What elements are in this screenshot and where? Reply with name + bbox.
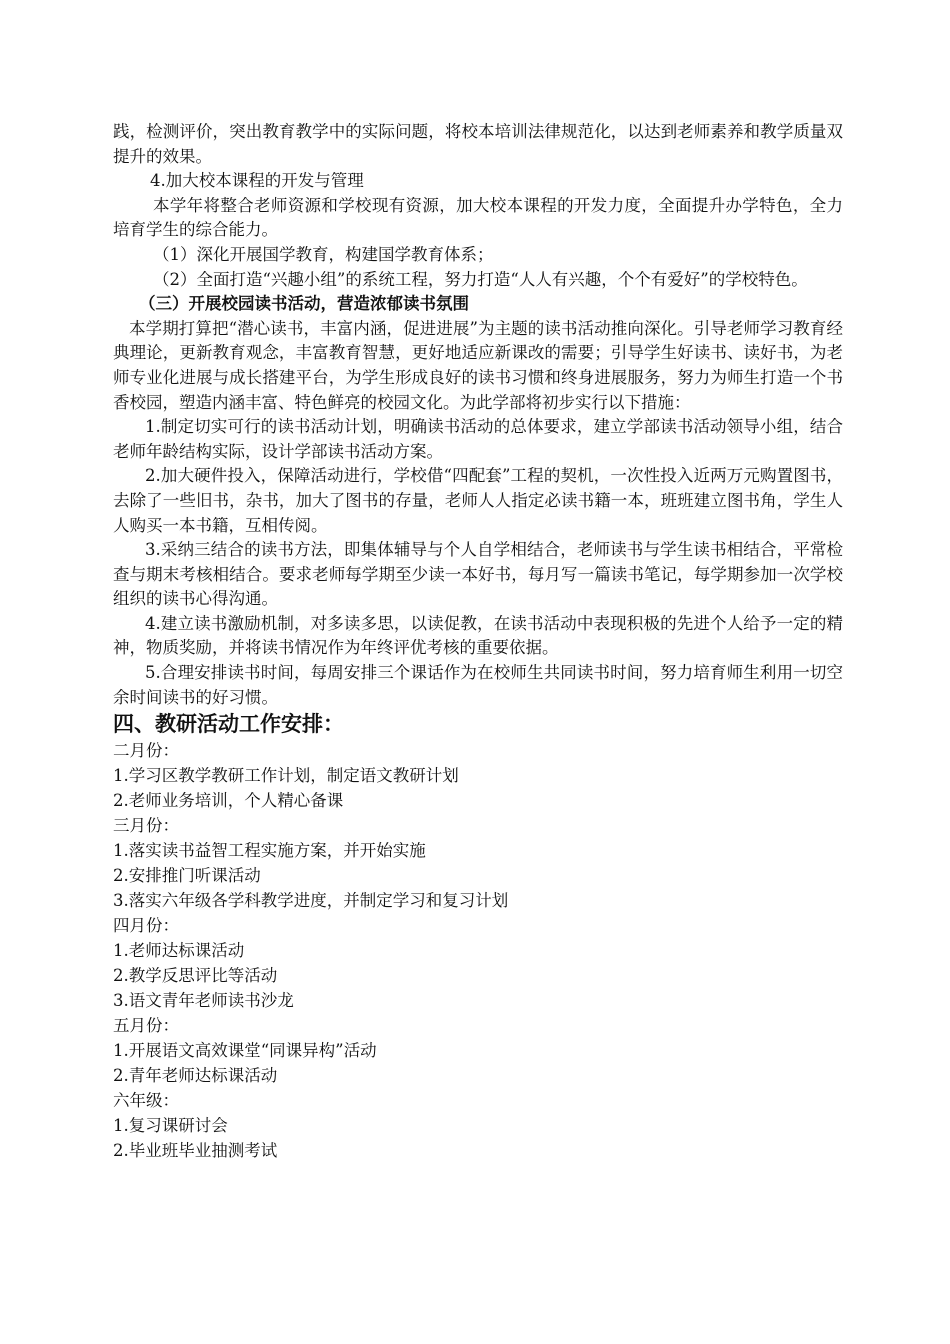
document-page xyxy=(113,120,843,1163)
section-four-heading: 四、教研活动工作安排： xyxy=(113,712,344,737)
measure-item: 5.合理安排读书时间，每周安排三个课话作为在校师生共同读书时间，努力培育师生利用一切空余时间读书的好习惯。 xyxy=(113,663,843,707)
schedule-item: 2.青年老师达标课活动 xyxy=(113,1066,278,1086)
sub-item-2: （2）全面打造“兴趣小组”的系统工程，努力打造“人人有兴趣，个个有爱好”的学校特色。 xyxy=(153,269,808,289)
measure-item: 1.制定切实可行的读书活动计划，明确读书活动的总体要求，建立学部读书活动领导小组，结合老师年龄结构实际，设计学部读书活动方案。 xyxy=(113,417,843,461)
section-three-heading: （三）开展校园读书活动，营造浓郁读书氛围 xyxy=(139,294,469,314)
schedule-item: 1.开展语文高效课堂“同课异构”活动 xyxy=(113,1041,377,1061)
month-label: 二月份： xyxy=(113,741,179,761)
month-label: 五月份： xyxy=(113,1016,179,1036)
measure-item: 3.采纳三结合的读书方法，即集体辅导与个人自学相结合，老师读书与学生读书相结合，平常检查与期末考核相结合。要求老师每学期至少读一本好书，每月写一篇读书笔记，每学期参加一次学校组织的读书心得沟通。 xyxy=(113,540,843,609)
schedule-item: 2.安排推门听课活动 xyxy=(113,866,261,886)
paragraph-intro-continuation: 践，检测评价，突出教育教学中的实际问题，将校本培训法律规范化，以达到老师素养和教学质量双提升的效果。 xyxy=(113,122,843,166)
month-label: 六年级： xyxy=(113,1091,179,1111)
measure-item: 4.建立读书激励机制，对多读多思，以读促教，在读书活动中表现积极的先进个人给予一定的精神，物质奖励，并将读书情况作为年终评优考核的重要依据。 xyxy=(113,613,843,658)
schedule-item: 3.落实六年级各学科教学进度，并制定学习和复习计划 xyxy=(113,891,509,911)
measure-item: 2.加大硬件投入，保障活动进行，学校借“四配套”工程的契机，一次性投入近两万元购置图书，去除了一些旧书，杂书，加大了图书的存量，老师人人指定必读书籍一本，班班建立图书角，学生人人购买一本书籍，互相传阅。 xyxy=(113,466,843,535)
schedule-item: 1.落实读书益智工程实施方案，并开始实施 xyxy=(113,841,426,861)
item4-body: 本学年将整合老师资源和学校现有资源，加大校本课程的开发力度，全面提升办学特色，全力培育学生的综合能力。 xyxy=(113,195,843,240)
month-label: 三月份： xyxy=(113,816,179,836)
sub-item-1: （1）深化开展国学教育，构建国学教育体系； xyxy=(153,244,494,264)
item4-title: 4.加大校本课程的开发与管理 xyxy=(150,171,364,191)
schedule-item: 3.语文青年老师读书沙龙 xyxy=(113,991,294,1011)
schedule-item: 1.老师达标课活动 xyxy=(113,941,245,961)
schedule-item: 2.教学反思评比等活动 xyxy=(113,966,278,986)
schedule-item: 1.复习课研讨会 xyxy=(113,1116,228,1136)
schedule-item: 2.毕业班毕业抽测考试 xyxy=(113,1141,278,1161)
schedule-item: 2.老师业务培训，个人精心备课 xyxy=(113,791,344,811)
section-three-intro: 本学期打算把“潜心读书，丰富内涵，促进进展”为主题的读书活动推向深化。引导老师学习教育经典理论，更新教育观念，丰富教育智慧，更好地适应新课改的需要；引导学生好读书、读好书，为老师专业化进展与成长搭建平台，为学生形成良好的读书习惯和终身进展服务，努力为师生打造一个书香校园，塑造内涵丰富、特色鲜亮的校园文化。为此学部将初步实行以下措施： xyxy=(113,318,843,412)
month-label: 四月份： xyxy=(113,916,179,936)
schedule-item: 1.学习区教学教研工作计划，制定语文教研计划 xyxy=(113,766,459,786)
